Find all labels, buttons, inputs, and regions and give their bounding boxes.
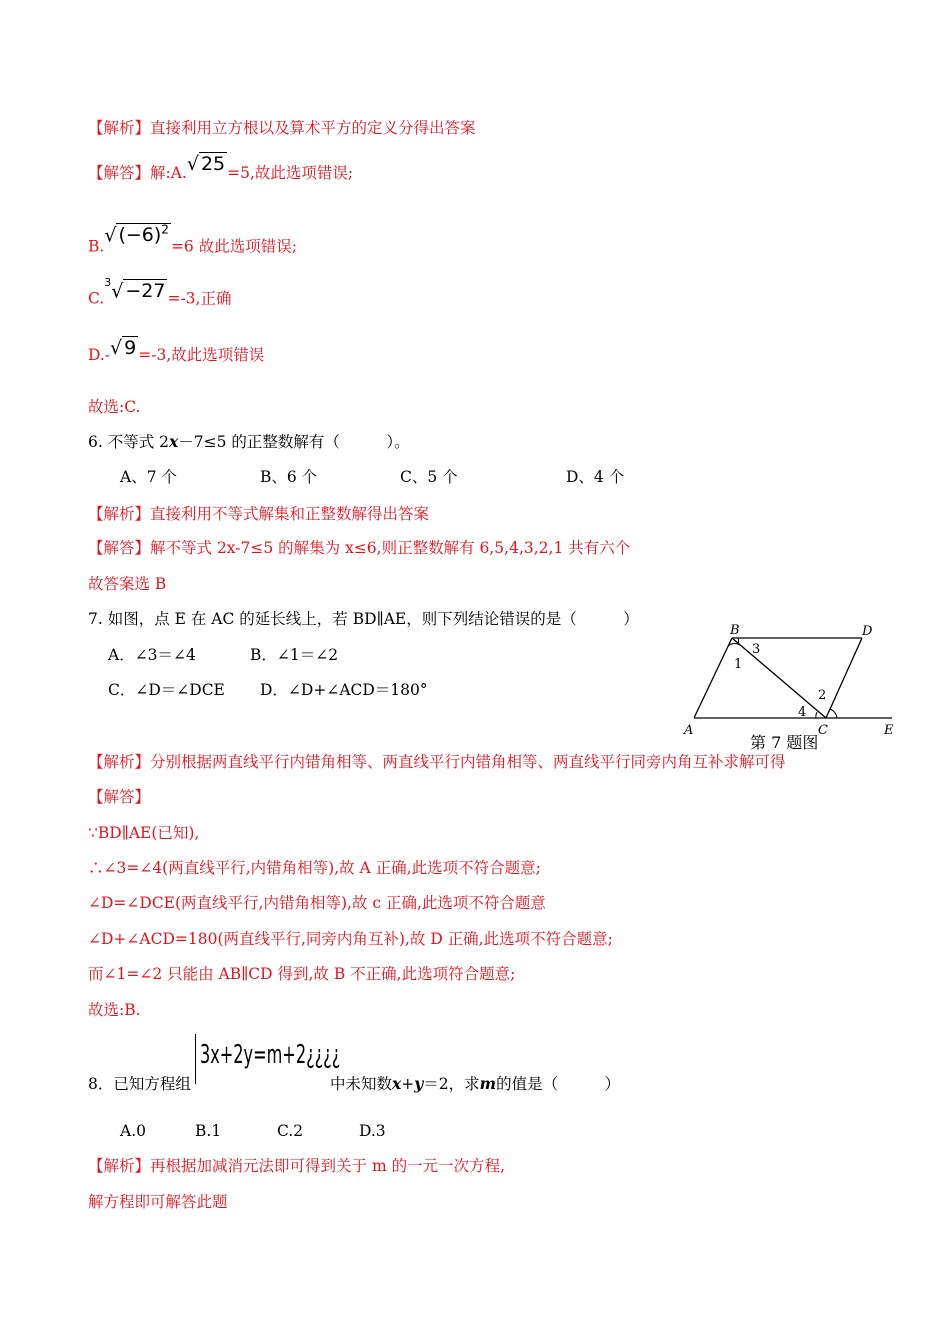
- option-d-prefix: D.-: [88, 346, 111, 364]
- stem-text: ＝2，求: [423, 1075, 480, 1093]
- q6-answer: [88, 538, 630, 558]
- label-angle-3: 3: [752, 642, 761, 657]
- variable-x: x: [392, 1074, 402, 1093]
- q7-choice: 故选:B.: [88, 1001, 141, 1019]
- radicand: −27: [125, 280, 166, 303]
- q8-stem-rest: [330, 1074, 620, 1094]
- q5-answer-b: [88, 223, 297, 256]
- q6-option-c: C、5 个: [400, 468, 458, 486]
- q7-option-c: C．∠D＝∠DCE: [108, 681, 225, 699]
- q8-option-c: C.2: [277, 1122, 304, 1140]
- q7-step: ∠D=∠DCE(两直线平行,内错角相等),故 c 正确,此选项不符合题意: [88, 894, 546, 912]
- label-c: C: [818, 723, 828, 738]
- answer-tag: 【解答】: [88, 164, 151, 182]
- sqrt-9: √ 9: [110, 337, 137, 359]
- line-bc: [732, 638, 826, 718]
- analysis-tag: 【解析】: [88, 119, 151, 137]
- q5-answer-d: [88, 337, 265, 365]
- q5-choice: 故选:C.: [88, 398, 141, 416]
- q5-answer-a: [88, 153, 354, 183]
- exponent: 2: [161, 223, 169, 237]
- analysis-tag: 【解析】: [88, 1157, 151, 1175]
- variable-m: m: [479, 1074, 497, 1093]
- q8-option-d: D.3: [359, 1122, 386, 1140]
- analysis-tag: 【解析】: [88, 753, 151, 771]
- analysis-text: 直接利用立方根以及算术平方的定义分得出答案: [150, 119, 476, 137]
- answer-tag: 【解答】: [88, 539, 151, 557]
- q7-figure: [680, 620, 900, 755]
- line-ab: [694, 638, 732, 718]
- stem-text-end: －7≤5 的正整数解有（ ）。: [178, 433, 410, 451]
- option-c-prefix: C.: [88, 289, 105, 308]
- radicand-group: $(-6)^2$: [118, 223, 169, 247]
- label-a: A: [684, 723, 694, 738]
- figure-caption: 第 7 题图: [750, 733, 819, 752]
- angle-3-arc: [738, 638, 739, 644]
- q7-step: ∴∠3=∠4(两直线平行,内错角相等),故 A 正确,此选项不符合题意;: [88, 859, 541, 877]
- analysis-text: 分别根据两直线平行内错角相等、两直线平行内错角相等、两直线平行同旁内角互补求解可得: [150, 753, 786, 771]
- q7-step: ∵BD∥AE(已知),: [88, 824, 200, 842]
- radicand: 9: [124, 337, 137, 359]
- q6-choice: 故答案选 B: [88, 575, 167, 593]
- option-b-prefix: B.: [88, 237, 105, 256]
- analysis-text: 直接利用不等式解集和正整数解得出答案: [150, 505, 430, 523]
- q7-option-d: D．∠D+∠ACD＝180°: [260, 681, 428, 699]
- plus-sign: +: [401, 1075, 415, 1093]
- stem-text: 6. 不等式 2: [88, 433, 170, 451]
- radicand: −6: [125, 224, 154, 247]
- label-d: D: [862, 624, 873, 639]
- q7-step: ∠D+∠ACD=180(两直线平行,同旁内角互补),故 D 正确,此选项不符合题意;: [88, 930, 613, 948]
- equation-system: [195, 1034, 341, 1084]
- q7-step: 而∠1=∠2 只能由 AB∥CD 得到,故 B 不正确,此选项符合题意;: [88, 965, 516, 983]
- analysis-tag: 【解析】: [88, 505, 151, 523]
- q7-option-a: A．∠3＝∠4: [108, 646, 196, 664]
- q6-option-b: B、6 个: [260, 468, 318, 486]
- variable-x: x: [169, 432, 179, 451]
- label-e: E: [884, 723, 894, 738]
- q8-option-b: B.1: [195, 1122, 222, 1140]
- option-c-result: =-3,正确: [167, 289, 232, 308]
- option-b-result: =6 故此选项错误;: [170, 237, 297, 256]
- stem-text: 中未知数: [330, 1075, 393, 1093]
- equation-system-text: 3x+2y=m+2¿¿¿¿: [200, 1040, 341, 1070]
- q8-stem-pre: 8．已知方程组: [88, 1075, 191, 1093]
- label-b: B: [730, 623, 740, 638]
- variable-y: y: [414, 1074, 424, 1093]
- radicand: 25: [200, 153, 226, 175]
- q8-option-a: A.0: [120, 1122, 146, 1140]
- q7-stem: 7. 如图，点 E 在 AC 的延长线上，若 BD∥AE，则下列结论错误的是（ ）: [88, 610, 639, 628]
- label-angle-1: 1: [734, 657, 743, 672]
- sqrt-neg6-squared: √ $(-6)^2$: [104, 223, 169, 247]
- option-d-result: =-3,故此选项错误: [138, 346, 265, 364]
- option-a-prefix: 解:A.: [150, 164, 187, 182]
- q5-analysis: [88, 118, 476, 138]
- q8-analysis-cont: 解方程即可解答此题: [88, 1193, 228, 1211]
- stem-text-end: 的值是（ ）: [496, 1075, 621, 1093]
- root-index: 3: [104, 276, 112, 289]
- analysis-text: 再根据加减消元法即可得到关于 m 的一元一次方程,: [150, 1157, 505, 1175]
- q6-analysis: [88, 504, 429, 524]
- angle-2-arc: [830, 709, 837, 718]
- cube-root-neg27: $^3$√ −27: [104, 276, 166, 303]
- line-cd: [826, 638, 862, 718]
- sqrt-25: √ 25: [186, 153, 226, 175]
- label-angle-2: 2: [818, 688, 827, 703]
- q7-answer-tag: 【解答】: [88, 788, 151, 806]
- q6-option-d: D、4 个: [566, 468, 625, 486]
- answer-text: 解不等式 2x-7≤5 的解集为 x≤6,则正整数解有 6,5,4,3,2,1 共有六个: [150, 539, 631, 557]
- q7-analysis: [88, 752, 786, 772]
- q6-option-a: A、7 个: [120, 468, 177, 486]
- q7-option-b: B．∠1＝∠2: [250, 646, 339, 664]
- option-a-result: =5,故此选项错误;: [227, 164, 354, 182]
- q8-analysis: [88, 1156, 505, 1176]
- q6-stem: [88, 432, 410, 452]
- angle-4-arc: [816, 712, 817, 718]
- q5-answer-c: [88, 276, 232, 308]
- label-angle-4: 4: [798, 705, 807, 720]
